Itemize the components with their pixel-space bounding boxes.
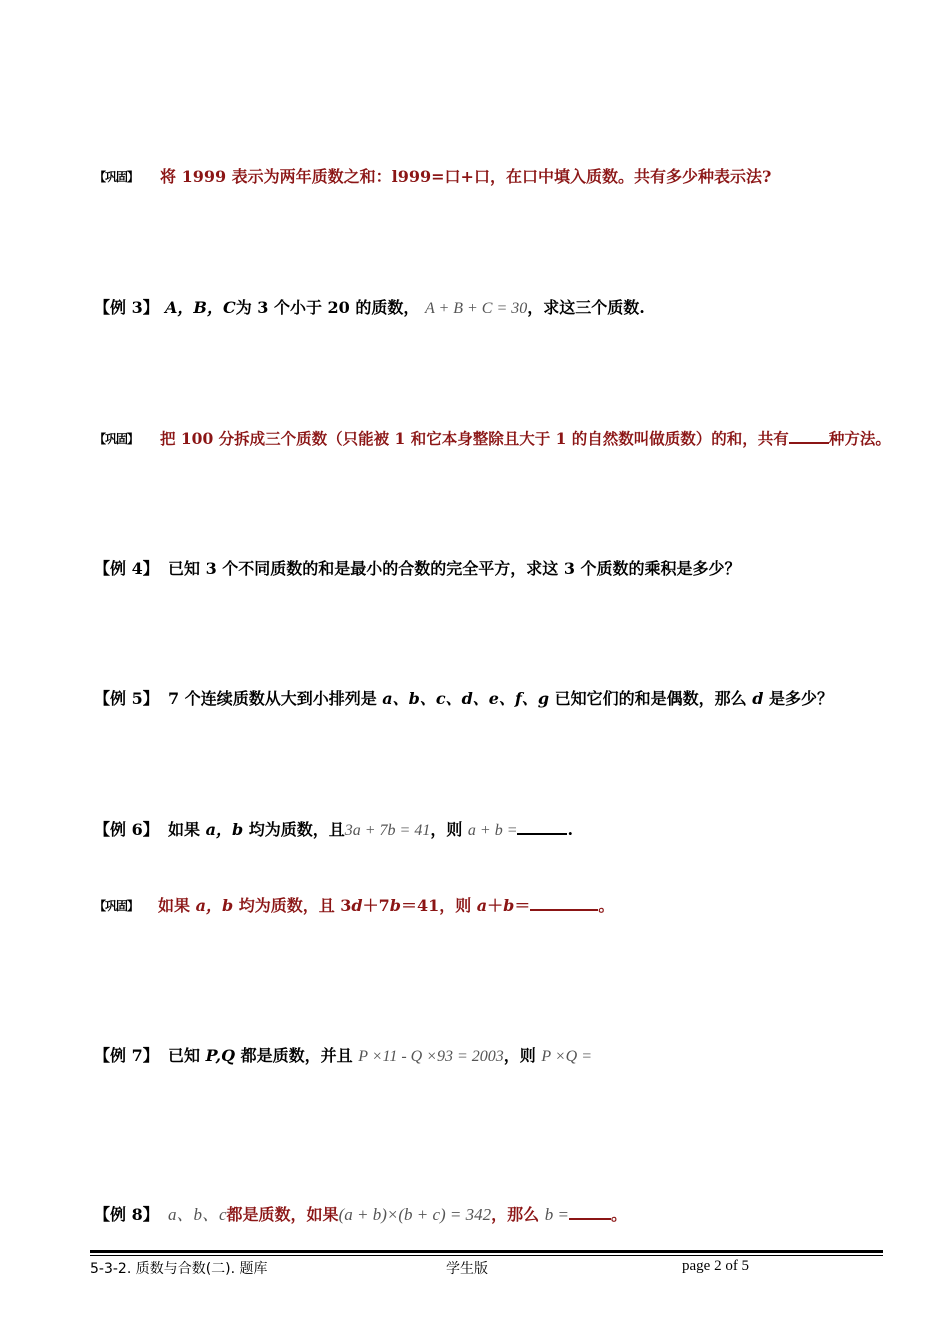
formula: b = (544, 1205, 569, 1224)
text-part: ，那么 (491, 1205, 545, 1224)
text-part: 均为质数，且 (243, 820, 345, 839)
text-part: 。 (598, 896, 615, 915)
example-8 (0, 1200, 950, 1230)
text-part: 如果 (158, 896, 196, 915)
question-text (168, 684, 833, 714)
variable: b (503, 896, 515, 915)
text-part: 已知它们的和是偶数，那么 (549, 689, 753, 708)
variables: a，b (205, 820, 244, 839)
tag-example: 【例 6】 (94, 820, 159, 839)
variables: P,Q (205, 1046, 236, 1065)
footer-rule-thin (90, 1255, 883, 1256)
tag-example: 【例 3】 (94, 298, 159, 317)
formula: (a + b)×(b + c) = 342 (338, 1205, 492, 1224)
answer-blank[interactable] (530, 891, 598, 911)
variables: a，b (195, 896, 234, 915)
tag-example: 【例 4】 (94, 559, 159, 578)
question-text: 将 1999 表示为两年质数之和：l999=口+口，在口中填入质数。共有多少种表示法? (160, 167, 772, 186)
question-text (168, 815, 573, 846)
example-3 (0, 293, 950, 323)
question-text (168, 1041, 592, 1072)
text-part: 种方法。 (828, 429, 891, 448)
question-text (158, 891, 614, 921)
text-part: 都是质数，如果 (226, 1205, 339, 1224)
tag-example: 【例 7】 (94, 1046, 159, 1065)
exercise-100 (0, 424, 950, 454)
answer-blank[interactable] (517, 815, 567, 835)
variable: b (389, 896, 401, 915)
tag-gonggu: 【巩固】 (94, 432, 139, 446)
variables: a、b、c、d、e、f、g (382, 689, 550, 708)
text-part: ＝41，则 (400, 896, 477, 915)
text-part: ＝ (514, 896, 531, 915)
footer-rule (90, 1250, 883, 1253)
formula: A + B + C = 30 (424, 300, 528, 317)
text-part: 把 100 分拆成三个质数（只能被 1 和它本身整除且大于 1 的自然数叫做质数）的和，共有 (160, 429, 789, 448)
example-5 (0, 684, 950, 714)
text-part: . (567, 820, 574, 839)
variable: d (351, 896, 363, 915)
example-4 (0, 554, 950, 584)
variables: A，B，C (165, 298, 236, 317)
text-part: ＋ (487, 896, 504, 915)
variable: a (476, 896, 488, 915)
footer-page-number: page 2 of 5 (682, 1258, 750, 1274)
answer-blank[interactable] (789, 424, 829, 444)
footer-source: 5-3-2. 质数与合数(二). 题库 (90, 1261, 268, 1277)
text-part: 7 个连续质数从大到小排列是 (168, 689, 383, 708)
formula: a、b、c (168, 1205, 227, 1224)
text-part: 。 (610, 1205, 627, 1224)
text-part: 是多少？ (763, 689, 833, 708)
text-part: ，求这三个质数. (527, 298, 645, 317)
variable: d (752, 689, 764, 708)
text-part: ＋7 (362, 896, 390, 915)
text-part: 如果 (168, 820, 206, 839)
exercise-3d7b (0, 891, 950, 921)
question-text (165, 293, 645, 324)
text-part: 均为质数，且 3 (233, 896, 352, 915)
tag-gonggu: 【巩固】 (94, 170, 139, 184)
tag-gonggu: 【巩固】 (94, 899, 139, 913)
text-part: ，则 (503, 1046, 542, 1065)
question-text: 已知 3 个不同质数的和是最小的合数的完全平方，求这 3 个质数的乘积是多少？ (168, 559, 741, 578)
answer-blank[interactable] (569, 1200, 611, 1220)
text-part: 已知 (168, 1046, 206, 1065)
formula: P ×Q = (541, 1048, 593, 1065)
exercise-1999 (0, 162, 950, 192)
question-text (160, 424, 891, 454)
question-text (168, 1200, 627, 1230)
text-part: 都是质数，并且 (235, 1046, 359, 1065)
example-7 (0, 1041, 950, 1071)
text-part: ，则 (430, 820, 468, 839)
footer-version: 学生版 (446, 1261, 488, 1277)
tag-example: 【例 5】 (94, 689, 159, 708)
example-6 (0, 815, 950, 845)
text-part: 为 3 个小于 20 的质数， (235, 298, 420, 317)
tag-example: 【例 8】 (94, 1205, 159, 1224)
formula: P ×11 - Q ×93 = 2003 (358, 1048, 504, 1065)
formula: a + b = (467, 822, 518, 839)
formula: 3a + 7b = 41 (344, 822, 431, 839)
